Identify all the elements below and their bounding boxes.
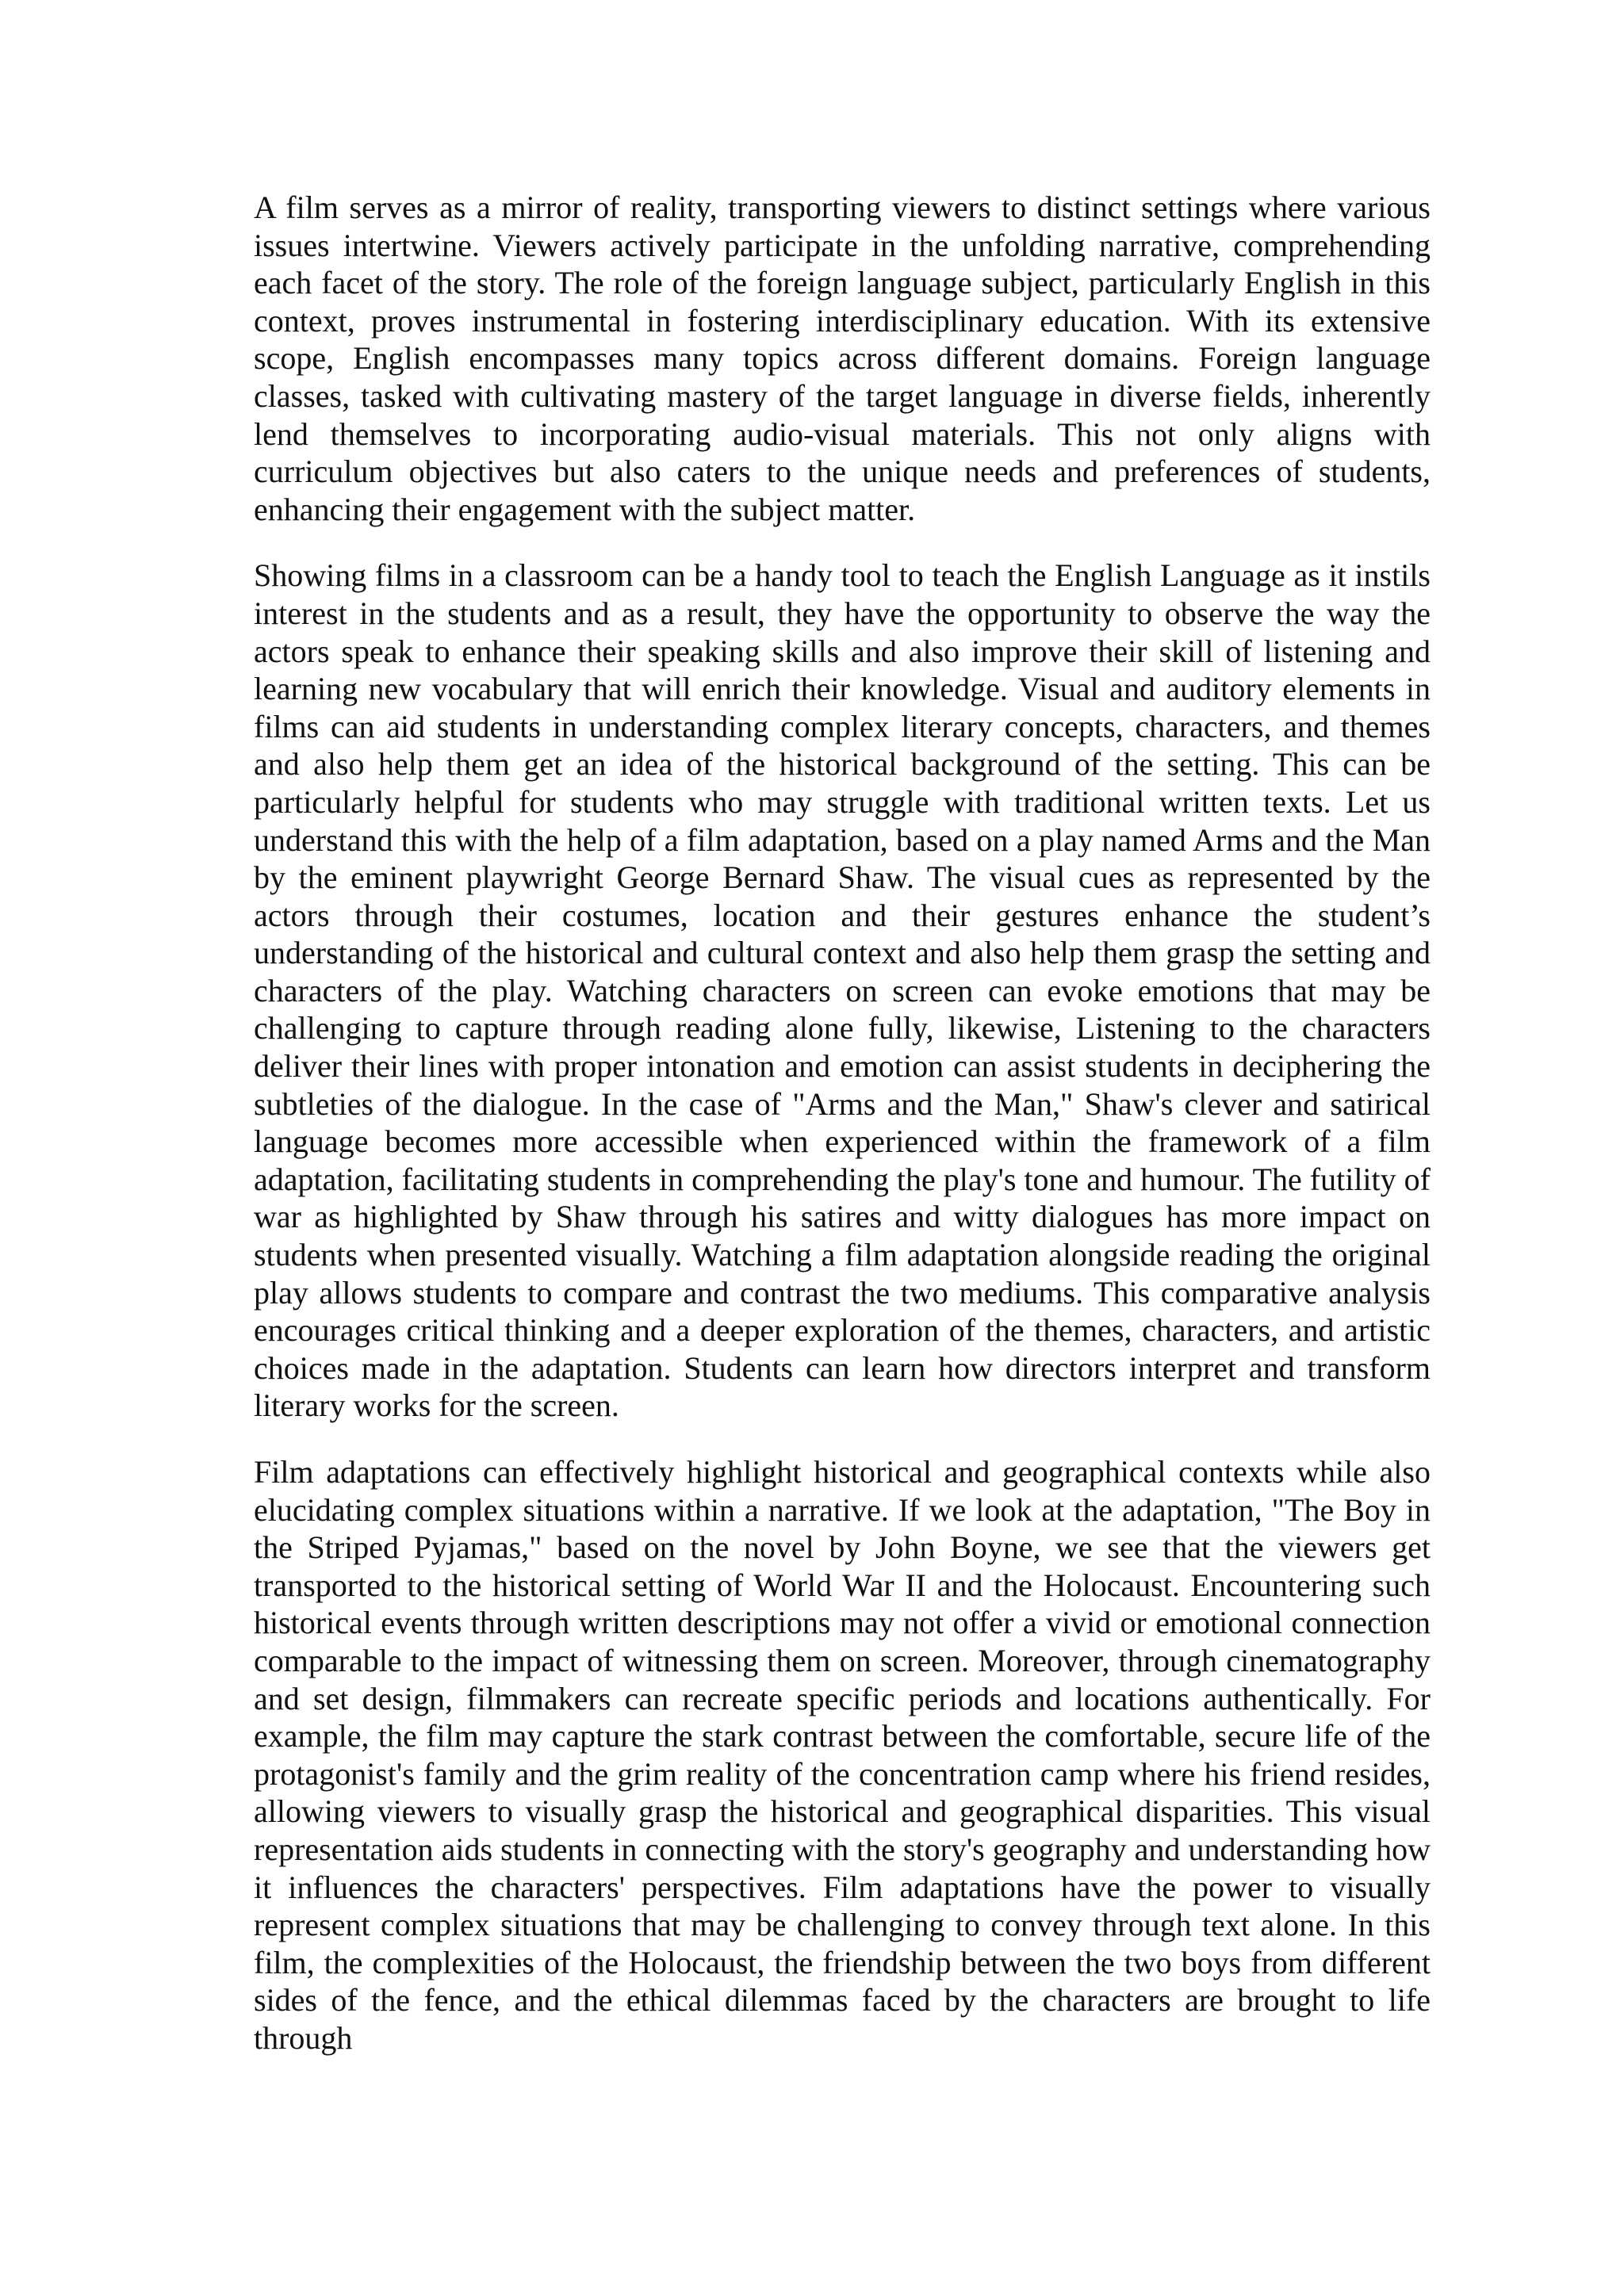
paragraph-2: Showing films in a classroom can be a handy tool to teach the English Language as it instils interest in the students and as a result, they have the opportunity to observe the way the actors speak to enhance their speaking skills and also improve their skill of listening and learning new vocabulary that will enrich their knowledge. Visual and auditory elements in films can aid students in understanding complex literary concepts, characters, and themes and also help them get an idea of the historical background of the setting. This can be particularly helpful for students who may struggle with traditional written texts. Let us understand this with the help of a film adaptation, based on a play named Arms and the Man by the eminent playwright George Bernard Shaw. The visual cues as represented by the actors through their costumes, location and their gestures enhance the student’s understanding of the historical and cultural context and also help them grasp the setting and characters of the play. Watching characters on screen can evoke emotions that may be challenging to capture through reading alone fully, likewise, Listening to the characters deliver their lines with proper intonation and emotion can assist students in deciphering the subtleties of the dialogue. In the case of "Arms and the Man," Shaw's clever and satirical language becomes more accessible when experienced within the framework of a film adaptation, facilitating students in comprehending the play's tone and humour. The futility of war as highlighted by Shaw through his satires and witty dialogues has more impact on students when presented visually. Watching a film adaptation alongside reading the original play allows students to compare and contrast the two mediums. This comparative analysis encourages critical thinking and a deeper exploration of the themes, characters, and artistic choices made in the adaptation. Students can learn how directors interpret and transform literary works for the screen. <box>254 557 1431 1424</box>
document-body <box>254 189 1431 2057</box>
paragraph-1: A film serves as a mirror of reality, transporting viewers to distinct settings where various issues intertwine. Viewers actively participate in the unfolding narrative, comprehending each facet of the story. The role of the foreign language subject, particularly English in this context, proves instrumental in fostering interdisciplinary education. With its extensive scope, English encompasses many topics across different domains. Foreign language classes, tasked with cultivating mastery of the target language in diverse fields, inherently lend themselves to incorporating audio-visual materials. This not only aligns with curriculum objectives but also caters to the unique needs and preferences of students, enhancing their engagement with the subject matter. <box>254 189 1431 527</box>
paragraph-3: Film adaptations can effectively highlight historical and geographical contexts while also elucidating complex situations within a narrative. If we look at the adaptation, "The Boy in the Striped Pyjamas," based on the novel by John Boyne, we see that the viewers get transported to the historical setting of World War II and the Holocaust. Encountering such historical events through written descriptions may not offer a vivid or emotional connection comparable to the impact of witnessing them on screen. Moreover, through cinematography and set design, filmmakers can recreate specific periods and locations authentically. For example, the film may capture the stark contrast between the comfortable, secure life of the protagonist's family and the grim reality of the concentration camp where his friend resides, allowing viewers to visually grasp the historical and geographical disparities. This visual representation aids students in connecting with the story's geography and understanding how it influences the characters' perspectives. Film adaptations have the power to visually represent complex situations that may be challenging to convey through text alone. In this film, the complexities of the Holocaust, the friendship between the two boys from different sides of the fence, and the ethical dilemmas faced by the characters are brought to life through <box>254 1454 1431 2056</box>
